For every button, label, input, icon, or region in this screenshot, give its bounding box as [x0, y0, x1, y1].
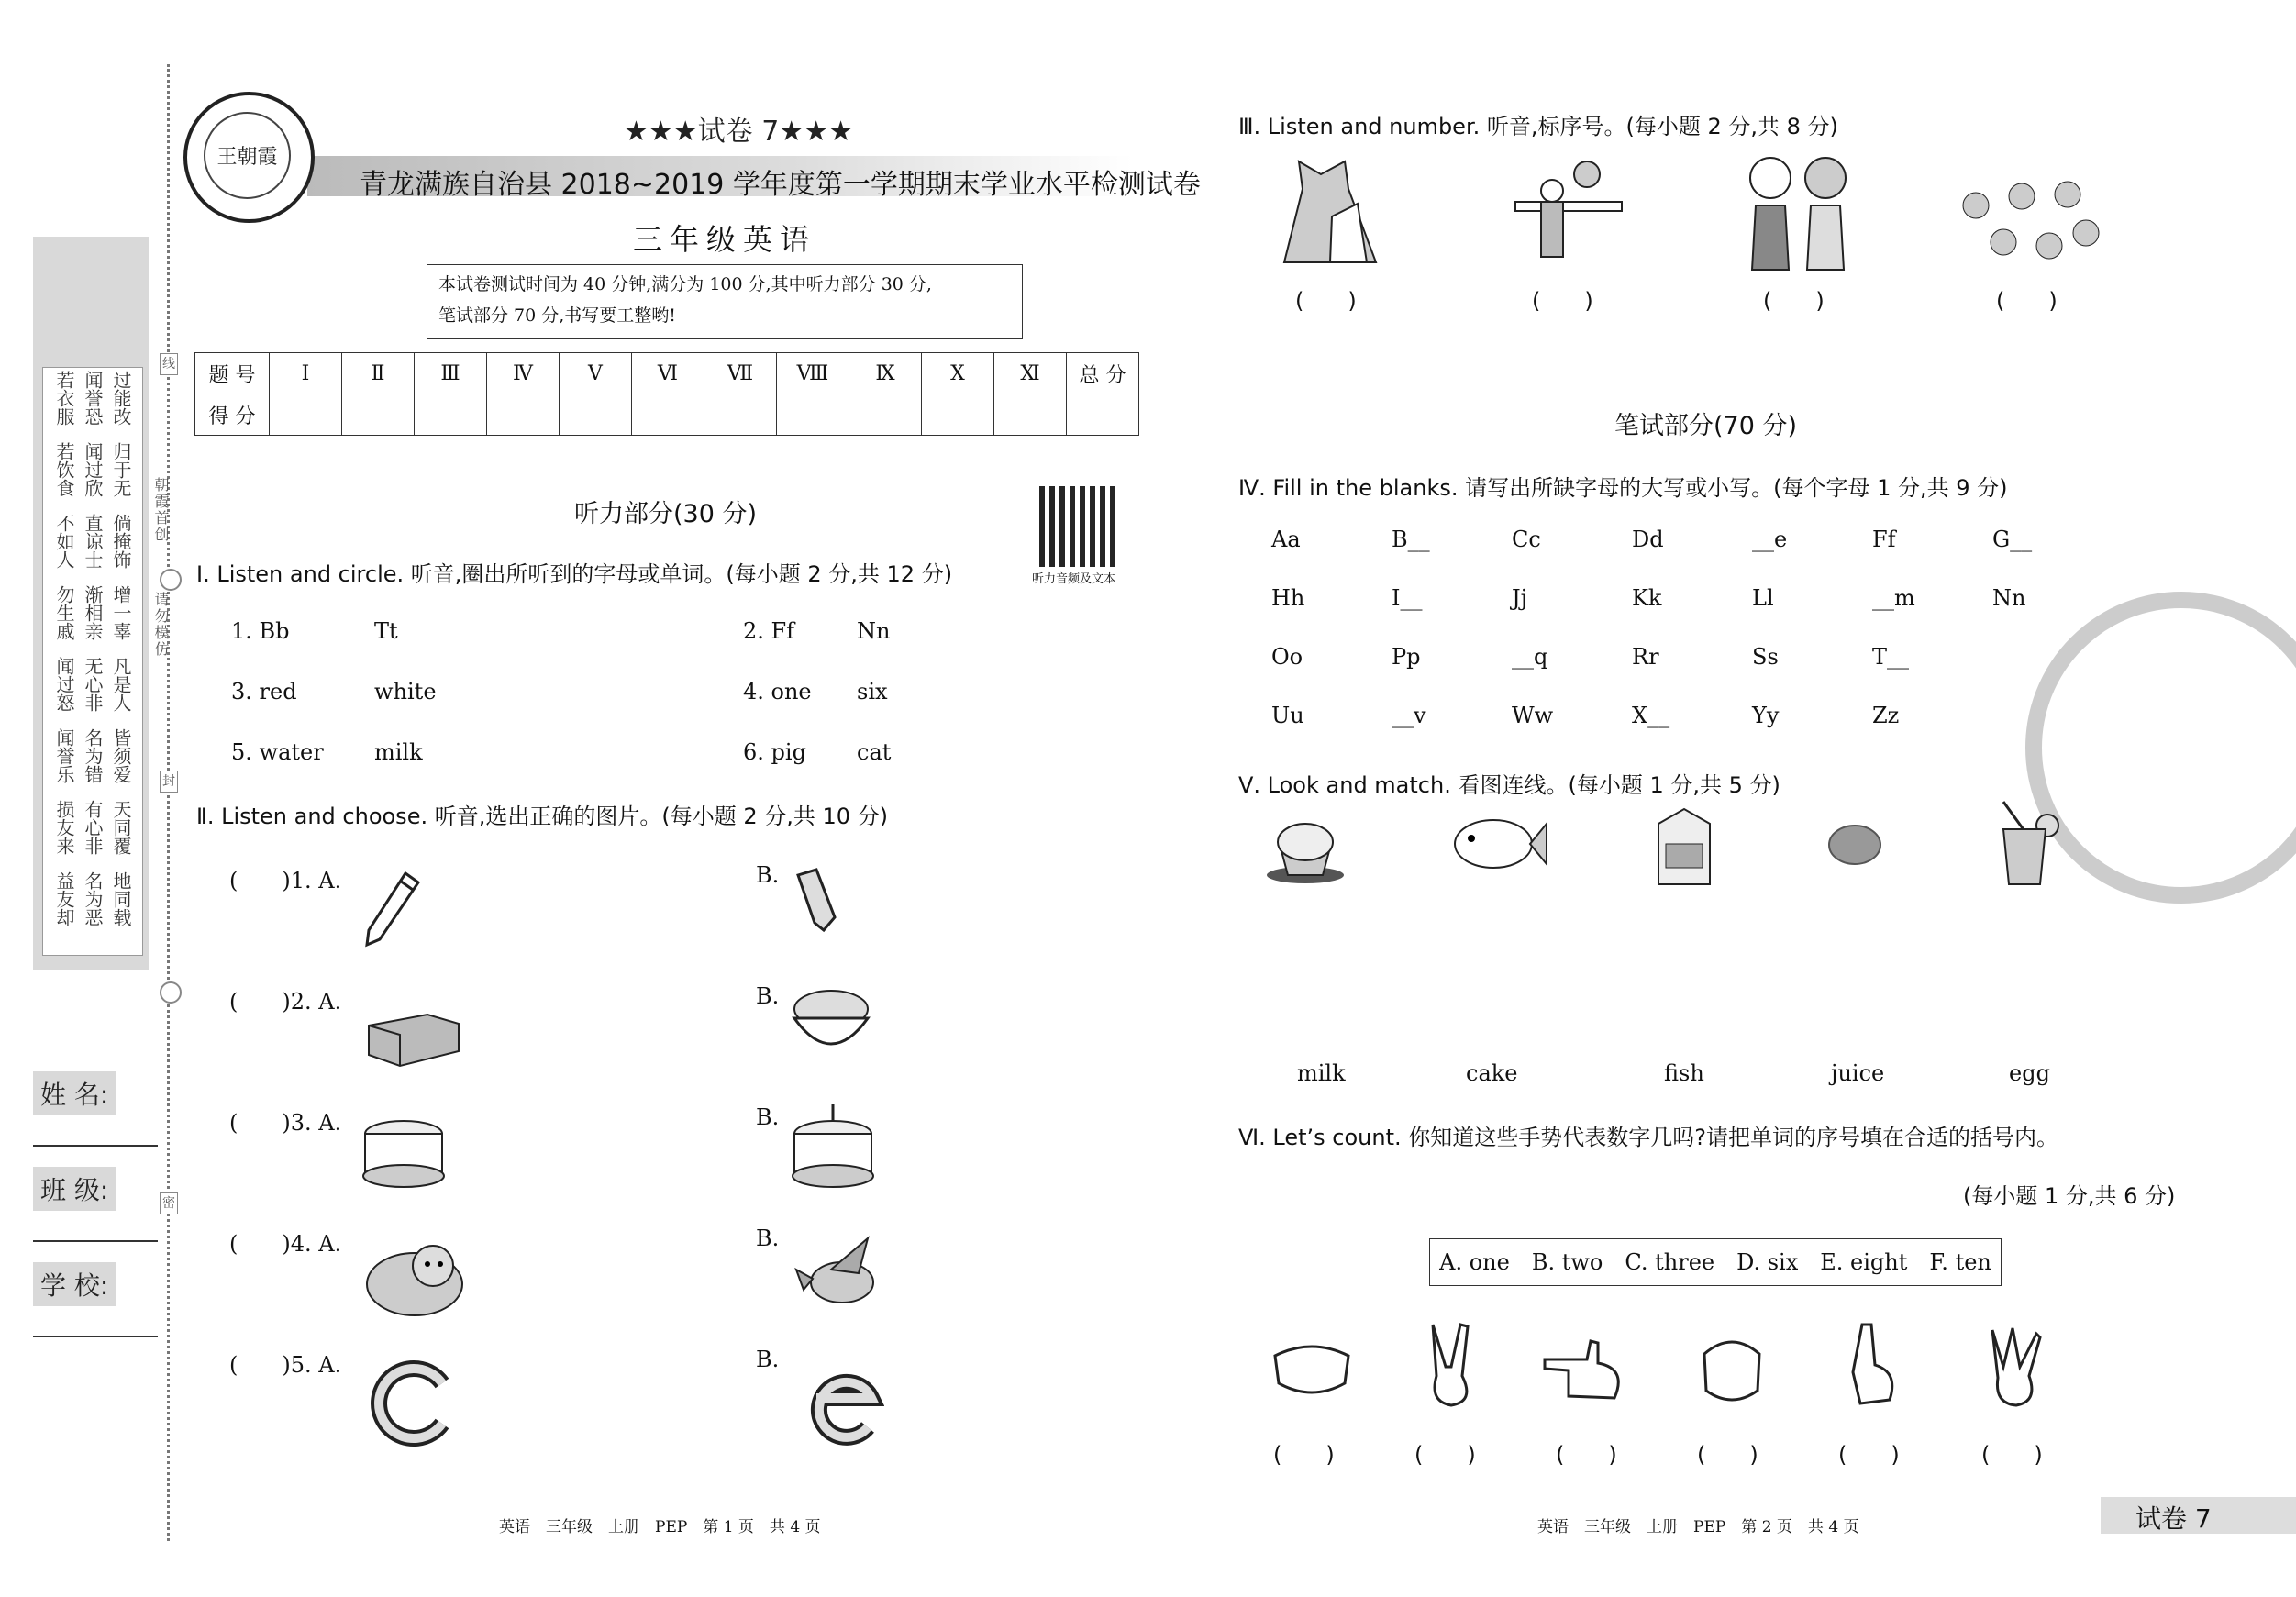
qr-code[interactable] — [1039, 486, 1120, 567]
name-label: 姓 名: — [33, 1071, 116, 1115]
table-cell: Ⅺ — [994, 353, 1067, 394]
score-cell[interactable] — [777, 394, 849, 436]
letter-blank[interactable]: B__ — [1392, 527, 1430, 552]
letter-blank[interactable]: __e — [1752, 527, 1788, 552]
motto-column: 若衣服 — [53, 371, 75, 426]
gutter-notice-1: 朝霞首创 — [152, 477, 170, 543]
q6-score-note: (每小题 1 分,共 6 分) — [1963, 1183, 2176, 1209]
score-cell[interactable] — [632, 394, 704, 436]
q4-heading: Ⅳ. Fill in the blanks. 请写出所缺字母的大写或小写。(每个字母 1 分,共 9 分) — [1238, 475, 2008, 501]
table-cell: Ⅷ — [777, 353, 849, 394]
letter-blank[interactable]: I__ — [1392, 585, 1423, 611]
q1-item-5-alt: milk — [374, 739, 423, 765]
shop-counter-picture — [1514, 147, 1624, 266]
q2-item-4-label: ( )4. A. — [229, 1231, 342, 1257]
motto-column: 有心非 — [82, 800, 104, 855]
q6-heading: Ⅵ. Let’s count. 你知道这些手势代表数字几吗?请把单词的序号填在合适的括号内。 — [1238, 1125, 2058, 1150]
q1-item-6-alt: cat — [857, 739, 892, 765]
q1-item-5: 5. water — [231, 739, 324, 765]
q1-item-1: 1. Bb — [231, 618, 290, 644]
q2-heading: Ⅱ. Listen and choose. 听音,选出正确的图片。(每小题 2 分,共 10 分) — [196, 804, 889, 829]
motto-column: 若饮食 — [53, 442, 75, 497]
q1-item-4: 4. one — [743, 679, 812, 704]
motto-column: 不如人 — [53, 514, 75, 569]
score-cell[interactable] — [560, 394, 632, 436]
gutter-notice-2: 请勿模仿 — [152, 592, 170, 658]
bear-icon — [363, 1237, 471, 1319]
birthday-cake-icon — [789, 1101, 877, 1191]
motto-column: 天同覆 — [110, 800, 132, 855]
motto-column: 直谅士 — [82, 514, 104, 569]
q3-answer-4[interactable]: ( ) — [1996, 288, 2058, 314]
score-table-row-scores — [195, 394, 1139, 436]
q1-item-1-alt: Tt — [374, 618, 398, 644]
rice-bowl-icon — [789, 981, 873, 1062]
table-cell: Ⅴ — [560, 353, 632, 394]
motto-column: 益友却 — [53, 871, 75, 926]
score-cell[interactable] — [922, 394, 994, 436]
notice-line-1: 本试卷测试时间为 40 分钟,满分为 100 分,其中听力部分 30 分, — [438, 274, 932, 294]
q3-answer-2[interactable]: ( ) — [1532, 288, 1593, 314]
q6-answer-2[interactable]: ( ) — [1414, 1442, 1476, 1468]
table-cell: Ⅲ — [415, 353, 487, 394]
letter-pair: Uu — [1271, 703, 1304, 728]
grade-subject: 三年级英语 — [633, 222, 817, 257]
school-label: 学 校: — [33, 1262, 116, 1306]
pencil-icon — [360, 870, 424, 948]
letter-blank[interactable]: X__ — [1632, 703, 1670, 728]
letter-blank[interactable]: __m — [1872, 585, 1915, 611]
hand-one-icon — [1844, 1321, 1904, 1409]
match-word-1: milk — [1297, 1060, 1346, 1086]
cat-hand-picture — [1275, 152, 1385, 270]
q3-answer-1[interactable]: ( ) — [1295, 288, 1357, 314]
motto-column: 倘掩饰 — [110, 514, 132, 569]
q1-heading: Ⅰ. Listen and circle. 听音,圈出所听到的字母或单词。(每小题 2 分,共 12 分) — [196, 561, 953, 587]
hand-six-icon — [1266, 1328, 1358, 1402]
motto-column: 无心非 — [82, 657, 104, 712]
q1-item-3-alt: white — [374, 679, 437, 704]
motto-column: 增一辜 — [110, 585, 132, 640]
q2-item-5-label: ( )5. A. — [229, 1352, 342, 1378]
milk-carton-picture — [1651, 804, 1717, 888]
gutter-box-1: 线 — [160, 353, 178, 375]
q2-item-2-label: ( )2. A. — [229, 989, 342, 1015]
match-word-3: fish — [1664, 1060, 1704, 1086]
q1-item-3: 3. red — [231, 679, 297, 704]
letter-pair: Kk — [1632, 585, 1662, 611]
q1-item-4-alt: six — [857, 679, 888, 704]
q6-answer-6[interactable]: ( ) — [1981, 1442, 2043, 1468]
motto-column: 名为错 — [82, 728, 104, 783]
motto-column: 地同载 — [110, 871, 132, 926]
hand-eight-icon — [1541, 1332, 1633, 1405]
crayon-icon — [789, 866, 844, 936]
letter-grid — [1271, 527, 2060, 747]
table-cell: Ⅳ — [487, 353, 560, 394]
juice-glass-picture — [1991, 798, 2064, 890]
motto-column: 闻誉乐 — [53, 728, 75, 783]
q1-item-2-alt: Nn — [857, 618, 891, 644]
q2-item-2-b: B. — [756, 983, 780, 1009]
match-word-5: egg — [2009, 1060, 2050, 1086]
motto-column: 勿生戚 — [53, 585, 75, 640]
egg-picture — [1827, 822, 1882, 868]
secret-stamp-watermark — [2025, 592, 2296, 904]
options-box: A. one B. two C. three D. six E. eight F. ten — [1429, 1238, 2002, 1286]
table-cell: Ⅶ — [704, 353, 777, 394]
fish-picture — [1449, 807, 1548, 881]
letter-pair: Jj — [1512, 585, 1528, 611]
motto-column: 渐相亲 — [82, 585, 104, 640]
motto-column: 凡是人 — [110, 657, 132, 712]
logo-text: 王朝霞 — [204, 112, 291, 199]
q6-answer-1[interactable]: ( ) — [1273, 1442, 1335, 1468]
gutter-box-2: 封 — [160, 771, 178, 793]
letter-pair: Cc — [1512, 527, 1541, 552]
q2-item-1-label: ( )1. A. — [229, 868, 342, 893]
class-label: 班 级: — [33, 1167, 116, 1211]
q2-item-3-b: B. — [756, 1104, 780, 1130]
letter-c-icon — [371, 1352, 457, 1447]
letter-blank[interactable]: G__ — [1992, 527, 2033, 552]
gutter-box-3: 密 — [160, 1192, 178, 1214]
score-table — [194, 352, 1139, 436]
letter-pair: Zz — [1872, 703, 1900, 728]
footer-right: 英语 三年级 上册 PEP 第 2 页 共 4 页 — [1537, 1518, 1859, 1536]
bird-icon — [794, 1233, 892, 1317]
q2-item-1-b: B. — [756, 862, 780, 888]
letter-pair: Pp — [1392, 644, 1421, 670]
hand-two-icon — [1420, 1321, 1484, 1409]
q2-item-4-b: B. — [756, 1225, 780, 1251]
motto-column: 过能改 — [110, 371, 132, 426]
letter-pair: Yy — [1752, 703, 1780, 728]
table-cell: Ⅸ — [849, 353, 922, 394]
letter-pair: Nn — [1992, 585, 2026, 611]
letter-blank[interactable]: __q — [1512, 644, 1548, 670]
letter-pair: Ss — [1752, 644, 1779, 670]
letter-pair: Ff — [1872, 527, 1896, 552]
motto-column: 损友来 — [53, 800, 75, 855]
exam-notice — [427, 264, 1023, 339]
q2-item-3-label: ( )3. A. — [229, 1110, 342, 1136]
cupcake-picture — [1264, 807, 1347, 884]
score-cell[interactable] — [1067, 394, 1139, 436]
ducks-picture — [1948, 169, 2104, 279]
q6-answer-5[interactable]: ( ) — [1838, 1442, 1900, 1468]
score-cell[interactable] — [704, 394, 777, 436]
letter-e-icon — [798, 1352, 884, 1447]
table-cell: 总 分 — [1067, 353, 1139, 394]
listening-title: 听力部分(30 分) — [574, 500, 758, 528]
hand-ten-icon — [1697, 1326, 1767, 1409]
letter-pair: Ww — [1512, 703, 1554, 728]
letter-pair: Oo — [1271, 644, 1303, 670]
score-cell[interactable] — [415, 394, 487, 436]
motto-column: 归于无 — [110, 442, 132, 497]
letter-blank[interactable]: __v — [1392, 703, 1426, 728]
writing-title: 笔试部分(70 分) — [1614, 412, 1798, 440]
binding-dotted-line — [167, 64, 170, 1541]
table-cell: 题 号 — [195, 353, 270, 394]
q6-answer-3[interactable]: ( ) — [1556, 1442, 1617, 1468]
table-cell: 得 分 — [195, 394, 270, 436]
notice-line-2: 笔试部分 70 分,书写要工整哟! — [438, 305, 676, 326]
score-table-row-numbers — [195, 353, 1139, 394]
score-cell[interactable] — [487, 394, 560, 436]
table-cell: Ⅹ — [922, 353, 994, 394]
table-cell: Ⅱ — [342, 353, 415, 394]
exam-title: 青龙满族自治县 2018~2019 学年度第一学期期末学业水平检测试卷 — [360, 169, 1201, 201]
letter-pair: Rr — [1632, 644, 1659, 670]
match-word-2: cake — [1466, 1060, 1518, 1086]
motto-column: 皆须爱 — [110, 728, 132, 783]
paper-badge: 试卷 7 — [2135, 1503, 2212, 1534]
greeting-picture — [1734, 150, 1862, 272]
q3-answer-3[interactable]: ( ) — [1763, 288, 1825, 314]
q1-item-6: 6. pig — [743, 739, 806, 765]
motto-column: 闻过欣 — [82, 442, 104, 497]
match-word-4: juice — [1831, 1060, 1885, 1086]
motto-column: 名为恶 — [82, 871, 104, 926]
letter-pair: Aa — [1271, 527, 1301, 552]
qr-caption: 听力音频及文本 — [1032, 572, 1116, 586]
motto-column: 闻誉恐 — [82, 371, 104, 426]
table-cell: Ⅵ — [632, 353, 704, 394]
hand-three-icon — [1985, 1325, 2049, 1409]
letter-pair: Ll — [1752, 585, 1774, 611]
q3-heading: Ⅲ. Listen and number. 听音,标序号。(每小题 2 分,共 8 分) — [1238, 114, 1838, 139]
q2-item-5-b: B. — [756, 1347, 780, 1372]
cake-icon — [360, 1115, 448, 1191]
q6-answer-4[interactable]: ( ) — [1697, 1442, 1758, 1468]
letter-pair: Hh — [1271, 585, 1305, 611]
score-cell[interactable] — [849, 394, 922, 436]
motto-text — [48, 371, 139, 948]
letter-blank[interactable]: T__ — [1872, 644, 1910, 670]
footer-left: 英语 三年级 上册 PEP 第 1 页 共 4 页 — [499, 1518, 821, 1536]
paper-tag: ★★★试卷 7★★★ — [624, 116, 853, 148]
publisher-logo — [183, 92, 315, 223]
letter-pair: Dd — [1632, 527, 1664, 552]
score-cell[interactable] — [994, 394, 1067, 436]
q5-heading: Ⅴ. Look and match. 看图连线。(每小题 1 分,共 5 分) — [1238, 772, 1780, 798]
bread-icon — [363, 998, 464, 1068]
score-cell[interactable] — [342, 394, 415, 436]
table-cell: Ⅰ — [270, 353, 342, 394]
q1-item-2: 2. Ff — [743, 618, 795, 644]
score-cell[interactable] — [270, 394, 342, 436]
motto-column: 闻过怒 — [53, 657, 75, 712]
